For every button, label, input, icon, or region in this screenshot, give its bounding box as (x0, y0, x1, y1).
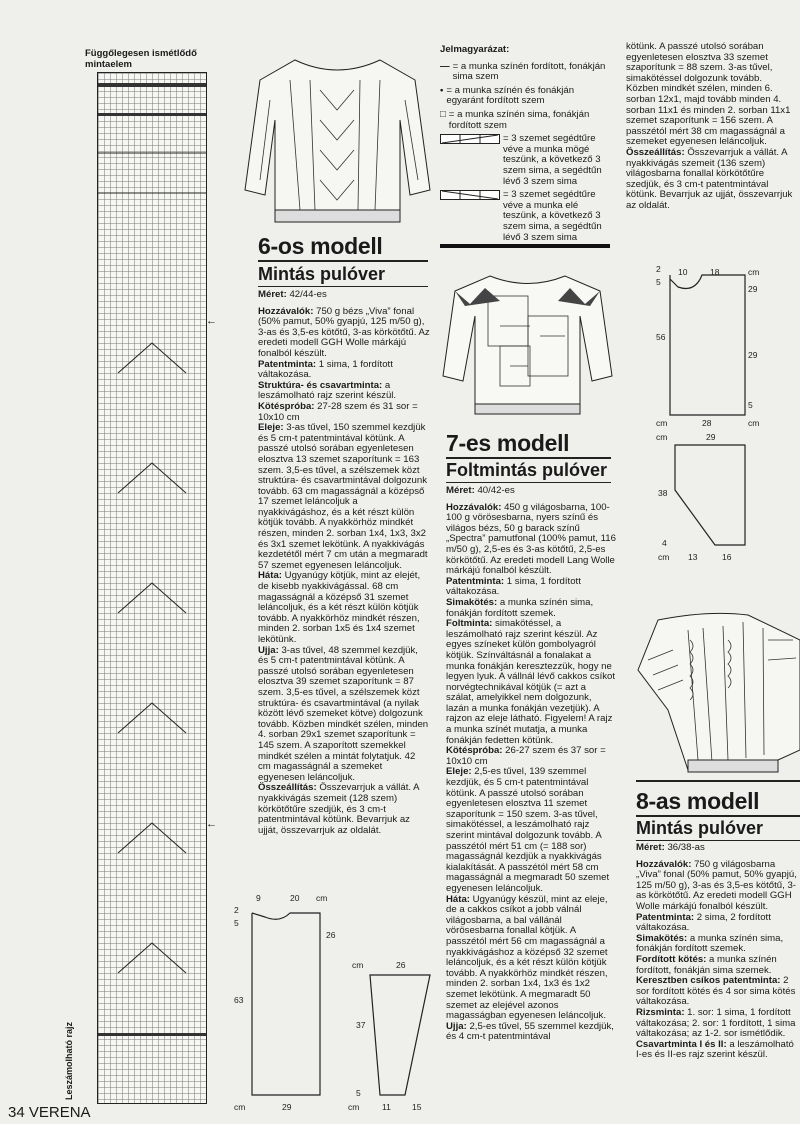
model6-para-4 (258, 423, 430, 571)
model8-para-2 (636, 934, 800, 955)
m7-sleeve-top-1: 29 (706, 432, 716, 442)
m7-sleeve-bottom-1: 13 (688, 552, 698, 562)
model6-para-text: 1 sima, 1 fordított váltakozása. (258, 358, 393, 381)
purl-symbol: — (440, 60, 450, 72)
model7-para-text: a munka színén sima, fonákján fordított szemek. (446, 596, 594, 619)
model7-size-line (446, 486, 616, 497)
model6-para-label: Patentminta: (258, 358, 317, 370)
legend-title: Jelmagyarázat: (440, 44, 510, 55)
model6-para-5 (258, 571, 430, 645)
m6-bottom-0: cm (234, 1102, 246, 1112)
model7-para-label: Háta: (446, 893, 470, 905)
m6-side-1: 5 (234, 918, 239, 928)
model8-size: 36/38-as (667, 842, 705, 853)
legend-text: = a munka színén fordított, fonákján sima szem (452, 60, 606, 83)
model8-title: 8-as modell (636, 788, 760, 814)
model7-para-2 (446, 598, 616, 619)
model7-para-label: Foltminta: (446, 618, 493, 630)
model7-size: 40/42-es (477, 485, 515, 496)
model7-para-4 (446, 746, 616, 767)
model8-top-rule (636, 780, 800, 782)
model7-para-6 (446, 895, 616, 1022)
model7-title-rule (446, 457, 611, 459)
model6-para-text: 3-as tűvel, 150 szemmel kezdjük és 5 cm-t patentmintával kötünk. A passzé utolsó sorában egyenletesen elosztva 13 szemet szaporítunk = 163 szem. 3,5-es tűvel, a szélszemek közt struktúra- és csavartmintával dolgozunk tovább. 63 cm magasságnál a középső 17 szemet leláncoljuk a nyakkivágáshoz, és a két részt külön kötjük tovább. A nyakkörhöz mindkét részen, minden 2. sorban 1x4, 1x3, 3x2 és 3x1 szemet lekötünk. A nyakkivágás kezdetétől mért 7 cm után a megmaradt 57 szemet egyenesen leláncoljuk. (258, 422, 428, 571)
box-symbol: □ (440, 108, 446, 120)
m7-side-2: 29 (748, 284, 758, 294)
m6-sleeve-top-1: 26 (396, 960, 406, 970)
model7-para-7 (446, 1022, 616, 1043)
model7-schematic (640, 265, 800, 565)
model6-para-label: Kötéspróba: (258, 400, 315, 412)
model8-para-text: a munka színén fordított, fonákján sima szemek. (636, 953, 777, 976)
model7-para-text: simakötéssel, a leszámolható rajz szerint készül. Az egyes színeket külön gombolyagról kötjük. Színváltásnál a fonalakat a munka fonákján keresztezzük, hogy ne legyen lyuk. A vállnál lévő cakkos csíkot norvégtechnikával kötjük (= azt a szálat, amelyikkel nem dolgozunk, lazán a munka fonákján vezetjük). A rajzon az eleje látható. Figyelem! A rajz a munka színét mutatja, a munka fonákján fedetten kötünk. (446, 618, 616, 746)
model7-para-label: Hozzávalók: (446, 501, 502, 513)
cable-front-icon (440, 190, 500, 200)
m7-side-1: 5 (656, 277, 661, 287)
model7-title: 7-es modell (446, 430, 570, 456)
m7-bottom-2: cm (748, 418, 760, 428)
model6-size-label: Méret: (258, 289, 287, 300)
model7-para-text: 26-27 szem és 37 sor = 10x10 cm (446, 745, 606, 767)
chart-header-line1: Függőlegesen ismétlődő (85, 48, 197, 59)
model8-para-4 (636, 976, 800, 1008)
model6-size: 42/44-es (289, 289, 327, 300)
m6-side-0: 2 (234, 905, 239, 915)
legend-block (440, 45, 612, 243)
m6-sleeve-side-1: 5 (356, 1088, 361, 1098)
m7-side-3: 56 (656, 332, 666, 342)
model8-para-label: Patentminta: (636, 911, 695, 923)
model6-para-2 (258, 381, 430, 402)
model7-para-3 (446, 619, 616, 746)
m6-top-1: 20 (290, 893, 300, 903)
model7-para-0 (446, 503, 616, 577)
model6-para-text: 750 g bézs „Viva” fonal (50% pamut, 50% gyapjú, 125 m/50 g), 3-as és 3,5-es kötőtű, 3-as körkötőtű. Az eredeti modell GGH Wolle márkájú fonalból készült. (258, 305, 430, 359)
page-footer (8, 1104, 91, 1121)
m7-bottom-1: 28 (702, 418, 712, 428)
model7-subtitle: Foltmintás pulóver (446, 460, 611, 483)
model7-para-text: 450 g világosbarna, 100-100 g vörösesbarna, nyers színű és világos bézs, 50 g barack színű „Spectra” pamutfonal (100% pamut, 116 m/50 g), 2,5-es és 3-as kötőtű, 2,5-es körkötőtű. Az eredeti modell Lang Wolle márkájú fonalból készült. (446, 501, 616, 577)
model6-title: 6-os modell (258, 233, 383, 259)
m6-top-2: cm (316, 893, 328, 903)
model8-body (636, 843, 800, 1061)
m7-sleeve-side-1: 4 (662, 538, 667, 548)
model7-cont-text: kötünk. A passzé utolsó sorában egyenletesen elosztva 33 szemet szaporítunk = 88 szem. 3-as tűvel, simakötéssel dolgozunk tovább. Közben mindkét szélen, minden 6. sorban 12x1, majd tovább minden 4. sorban 11x1 és minden 2. sorban 11x1 szemet szaporítunk = 156 szem. A passzétól mért 38 cm magasságnál a szemeket egyenesen leláncoljuk. (626, 41, 791, 148)
model8-size-line (636, 843, 800, 854)
model8-para-text: 2 sor fordított kötés és 4 sor sima kötés váltakozása. (636, 975, 796, 1008)
m6-bottom-1: 29 (282, 1102, 292, 1112)
model6-para-text: 3-as tűvel, 48 szemmel kezdjük, és 5 cm-t patentmintával kötünk. A passzé utolsó sorában egyenletesen elosztva 39 szemet szaporítunk = 87 szem. 3,5-es tűvel, a szélszemek közt struktúra- és csavartmintával (a nyilak között lévő szemeket kötve) dolgozunk tovább. Közben mindkét szélen, minden 4. sorban 29x1 szemet szaporítunk = 145 szem. A szaporított szemekkel mindkét szélen a mintát folytatjuk. 42 cm magasságnál a szemeket egyenesen leláncoljuk. (258, 644, 429, 783)
model6-para-6 (258, 646, 430, 784)
dot-symbol: • (440, 84, 444, 96)
legend-text: = a munka színén sima, fonákján fordított szem (448, 108, 590, 131)
model6-para-label: Ujja: (258, 644, 279, 656)
model8-para-text: a leszámolható I-es és II-es rajz szerint készül. (636, 1038, 794, 1061)
model6-para-1 (258, 360, 430, 381)
model7-size-label: Méret: (446, 485, 475, 496)
model8-para-text: 2 sima, 2 fordított váltakozása. (636, 911, 771, 934)
legend-item-4 (440, 190, 612, 243)
model7-para-label: Eleje: (446, 766, 472, 778)
model6-body (258, 290, 430, 836)
model6-para-3 (258, 402, 430, 423)
model6-sweater-illustration (240, 50, 435, 235)
m7-side-4: 29 (748, 350, 758, 360)
model7-para-5 (446, 767, 616, 894)
model6-para-label: Struktúra- és csavartminta: (258, 379, 383, 391)
model8-title-rule (636, 815, 800, 817)
model8-para-text: a munka színén sima, fonákján fordított szemek. (636, 932, 784, 955)
model6-para-text: Ugyanúgy kötjük, mint az elejét, de kisebb nyakkivágással. 68 cm magasságnál a középső 31 szemet leláncoljuk, és a két részt külön kötjük tovább. A nyakkörhöz mindkét részen, minden 2. sorban 1x5 és 1x4 szemet lekötünk. (258, 570, 421, 645)
model7-continuation (626, 42, 794, 212)
m7-sleeve-top-0: cm (656, 432, 668, 442)
model7-cont-para-0 (626, 42, 794, 148)
legend-item-2 (440, 110, 612, 131)
page-number: 34 (8, 1104, 25, 1121)
model7-para-1 (446, 577, 616, 598)
model8-para-5 (636, 1008, 800, 1040)
m7-top-0: 10 (678, 267, 688, 277)
m6-sleeve-bottom-1: 11 (382, 1102, 391, 1112)
model7-para-text: 2,5-es tűvel, 55 szemmel kezdjük, és 4 cm-t patentmintával (446, 1020, 614, 1043)
model8-para-0 (636, 860, 800, 913)
legend-item-0 (440, 62, 612, 83)
model7-para-label: Simakötés: (446, 596, 498, 608)
model7-para-text: 2,5-es tűvel, 139 szemmel kezdjük, és 5 cm-t patentmintával kötünk. A passzé utolsó sorában egyenletesen elosztva 11 szemet szaporítunk = 150 szem. 3-as tűvel, simakötéssel, a leszámolható rajz szerint mintával dolgozunk tovább. A passzétól mért 51 cm (= 188 sor) magasságnál kezdjük a nyakkivágás kialakítását. A passzétól mért 58 cm magasságnál a megmaradt 50 szemet egyenesen leláncoljuk. (446, 766, 610, 894)
model6-para-text: a leszámolható rajz szerint készül. (258, 379, 397, 402)
model7-para-label: Patentminta: (446, 575, 505, 587)
m6-sleeve-bottom-0: cm (348, 1102, 360, 1112)
model6-size-line (258, 290, 430, 301)
knitting-chart-pattern (98, 73, 206, 1103)
model6-schematic (230, 895, 440, 1115)
model8-para-label: Simakötés: (636, 932, 688, 944)
chart-header-line2: mintaelem (85, 59, 132, 70)
magazine-name: VERENA (28, 1104, 91, 1121)
model7-cont-text: Összevarrjuk a vállát. A nyakkivágás szemeit (136 szem) világosbarna fonallal körkötőtűre szedjük, és 3 cm-t patentmintával kötünk. Bevarrjuk az ujját, összevarrjuk az oldalát. (626, 146, 793, 211)
chart-arrow-lower: ← (206, 818, 217, 830)
model8-sweater-illustration (628, 600, 800, 785)
model7-para-text: 1 sima, 1 fordított váltakozása. (446, 575, 581, 598)
m7-side-0: 2 (656, 264, 661, 274)
model8-para-label: Csavartminta I és II: (636, 1038, 727, 1050)
legend-item-3 (440, 134, 612, 187)
chart-header (85, 48, 235, 70)
model6-para-text: Összevarrjuk a vállát. A nyakkivágás szemeit (128 szem) körkötőtűre szedjük, és 3 cm-t patentmintával kötünk. Bevarrjuk az ujját, összevarrjuk az oldalát. (258, 782, 420, 836)
m6-side-3: 63 (234, 995, 244, 1005)
model8-para-6 (636, 1040, 800, 1061)
model7-sweater-illustration (440, 266, 615, 426)
side-label-rotated (64, 1021, 78, 1100)
cable-back-icon (440, 134, 500, 144)
legend-text: = 3 szemet segédtűre véve a munka mögé teszünk, a következő 3 szem sima, a segédtűn lévő 3 szem sima (503, 133, 602, 187)
model6-para-7 (258, 783, 430, 836)
model6-para-label: Eleje: (258, 422, 284, 434)
model8-para-3 (636, 955, 800, 976)
model7-cont-label: Összeállítás: (626, 146, 685, 158)
model8-para-text: 1. sor: 1 sima, 1 fordított váltakozása; 2. sor: 1 fordított, 1 sima váltakozása; az 1-2. sor ismétlődik. (636, 1006, 796, 1040)
m7-sleeve-side-0: 38 (658, 488, 668, 498)
m7-sleeve-bottom-0: cm (658, 552, 670, 562)
model7-body (446, 486, 616, 1043)
m7-bottom-0: cm (656, 418, 668, 428)
m6-sleeve-top-0: cm (352, 960, 364, 970)
model6-para-label: Hozzávalók: (258, 305, 314, 317)
model6-para-label: Összeállítás: (258, 782, 317, 794)
m7-top-1: 18 (710, 267, 720, 277)
model7-para-label: Kötéspróba: (446, 745, 503, 757)
model8-para-label: Hozzávalók: (636, 858, 692, 870)
model8-para-1 (636, 913, 800, 934)
m6-side-2: 26 (326, 930, 336, 940)
legend-item-1 (440, 86, 612, 107)
m6-sleeve-side-0: 37 (356, 1020, 366, 1030)
model6-para-0 (258, 307, 430, 360)
model7-cont-para-1 (626, 148, 794, 212)
m6-top-0: 9 (256, 893, 261, 903)
chart-arrow-upper: ← (206, 315, 217, 327)
legend-text: = 3 szemet segédtűre véve a munka elé teszünk, a következő 3 szem sima, a segédtűn lévő 3 szem sima (503, 189, 602, 243)
model7-para-label: Ujja: (446, 1020, 467, 1032)
model8-para-label: Rizsminta: (636, 1006, 685, 1018)
legend-text: = a munka színén és fonákján egyaránt fordított szem (446, 84, 575, 107)
model8-subtitle: Mintás pulóver (636, 818, 800, 841)
model6-para-label: Háta: (258, 570, 282, 582)
model7-para-text: Ugyanúgy készül, mint az eleje, de a cakkos csíkot a jobb válnál világosbarna, a bal vállánál vörösesbarna fonallal kötjük. A passzétól mért 56 cm magasságnál a nyakkivágáshoz a középső 32 szemet leláncoljuk, és a két részt külön kötjük tovább. A nyakkörhöz mindkét részen, minden 2. sorban 1x4, 1x3 és 1x2 szemet lekötünk. A megmaradt 50 szemet az elejével azonos magasságban egyenesen leláncoljuk. (446, 893, 608, 1022)
m7-sleeve-bottom-2: 16 (722, 552, 732, 562)
model6-title-rule (258, 260, 428, 262)
m6-sleeve-bottom-2: 15 (412, 1102, 422, 1112)
side-label: Leszámolható rajz (64, 1021, 74, 1100)
model8-para-label: Keresztben csíkos patentminta: (636, 975, 781, 987)
model8-size-label: Méret: (636, 842, 665, 853)
model6-subtitle: Mintás pulóver (258, 264, 428, 287)
m7-top-2: cm (748, 267, 760, 277)
model8-para-text: 750 g világosbarna „Viva” fonal (50% pamut, 50% gyapjú, 125 m/50 g), 3-as és 3,5-es kötőtű, 3-as körkötőtű. Az eredeti modell GGH Wolle márkájú fonalból készült. (636, 858, 797, 912)
model6-para-text: 27-28 szem és 31 sor = 10x10 cm (258, 400, 418, 423)
knitting-chart-grid (97, 72, 207, 1104)
section-divider-7 (440, 244, 610, 248)
m7-side-5: 5 (748, 400, 753, 410)
model8-para-label: Fordított kötés: (636, 953, 707, 965)
